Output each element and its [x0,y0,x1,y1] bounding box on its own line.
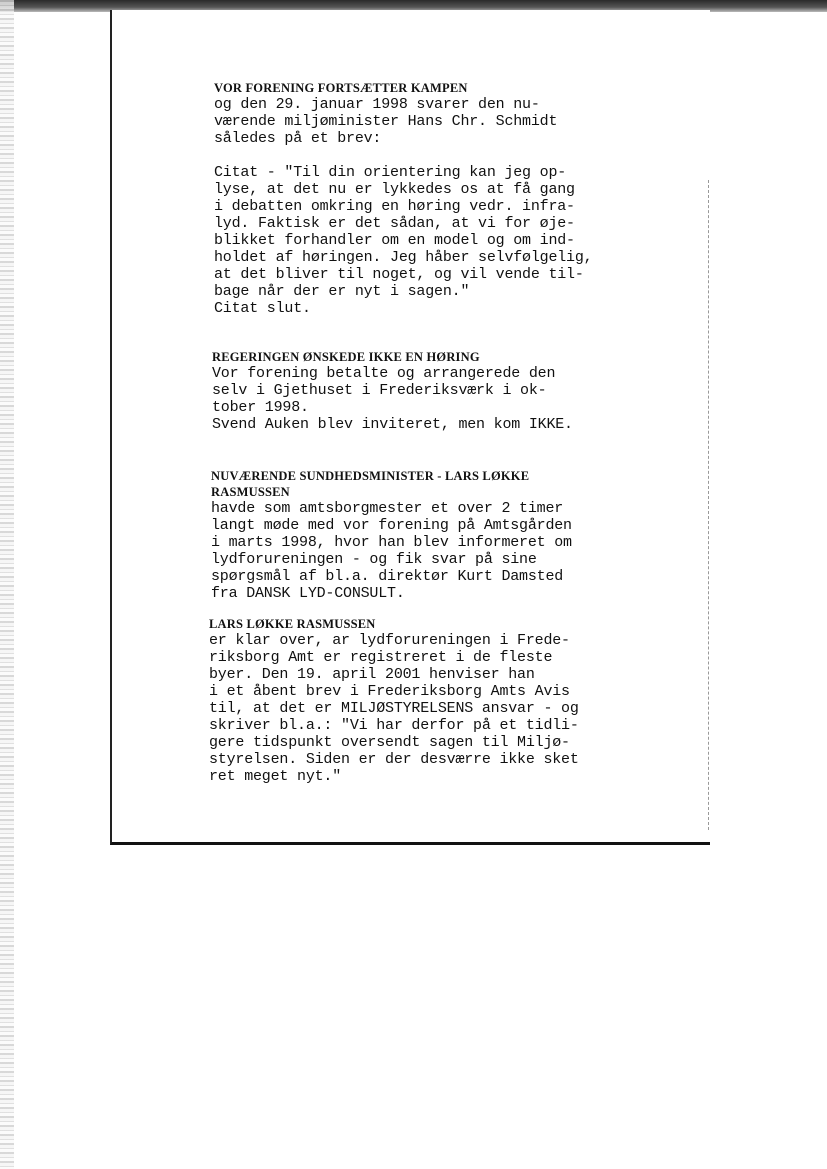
text-line: og den 29. januar 1998 svarer den nu- [214,96,540,113]
text-line: lydforureningen - og fik svar på sine [211,551,537,568]
section-lars-lokke [209,616,649,785]
section-heading: NUVÆRENDE SUNDHEDSMINISTER - LARS LØKKE [211,469,530,483]
text-line: blikket forhandler om en model og om ind- [214,232,575,249]
text-line: havde som amtsborgmester et over 2 timer [211,500,564,517]
text-line: Vor forening betalte og arrangerede den [212,365,556,382]
section-heading-continued: RASMUSSEN [211,485,290,499]
text-line: skriver bl.a.: "Vi har derfor på et tidli- [209,717,579,734]
text-line: byer. Den 19. april 2001 henviser han [209,666,535,683]
text-line: i debatten omkring en høring vedr. infra- [214,198,575,215]
text-line: bage når der er nyt i sagen." [214,283,470,300]
text-line: lyse, at det nu er lykkedes os at få gang [214,181,575,198]
section-heading: REGERINGEN ØNSKEDE IKKE EN HØRING [212,350,480,364]
section-heading: LARS LØKKE RASMUSSEN [209,617,376,631]
text-line: Svend Auken blev inviteret, men kom IKKE. [212,416,573,433]
paper-right-edge [708,180,710,830]
text-line: spørgsmål af bl.a. direktør Kurt Damsted [211,568,564,585]
text-line: i et åbent brev i Frederiksborg Amts Avis [209,683,570,700]
text-line: holdet af høringen. Jeg håber selvfølgelig, [214,249,593,266]
text-line: Citat - "Til din orientering kan jeg op- [214,164,567,181]
text-line: lyd. Faktisk er det sådan, at vi for øje- [214,215,575,232]
text-line: således på et brev: [214,130,382,147]
text-line: ret meget nyt." [209,768,342,785]
text-line: tober 1998. [212,399,309,416]
text-line: i marts 1998, hvor han blev informeret om [211,534,572,551]
text-line: værende miljøminister Hans Chr. Schmidt [214,113,558,130]
text-line: til, at det er MILJØSTYRELSENS ansvar - og [209,700,579,717]
scan-left-edge-noise [0,0,14,1169]
text-line: langt møde med vor forening på Amtsgården [211,517,572,534]
text-line: gere tidspunkt oversendt sagen til Miljø- [209,734,570,751]
blank-line [214,147,654,164]
text-line: at det bliver til noget, og vil vende til- [214,266,584,283]
section-kampen [214,80,654,317]
text-line: Citat slut. [214,300,311,317]
text-line: fra DANSK LYD-CONSULT. [211,585,405,602]
section-heading: VOR FORENING FORTSÆTTER KAMPEN [214,81,468,95]
section-sundhedsminister [211,468,651,602]
text-line: selv i Gjethuset i Frederiksværk i ok- [212,382,547,399]
section-regeringen [212,349,652,433]
text-line: styrelsen. Siden er der desværre ikke sket [209,751,579,768]
text-line: er klar over, ar lydforureningen i Frede- [209,632,570,649]
text-line: riksborg Amt er registreret i de fleste [209,649,553,666]
